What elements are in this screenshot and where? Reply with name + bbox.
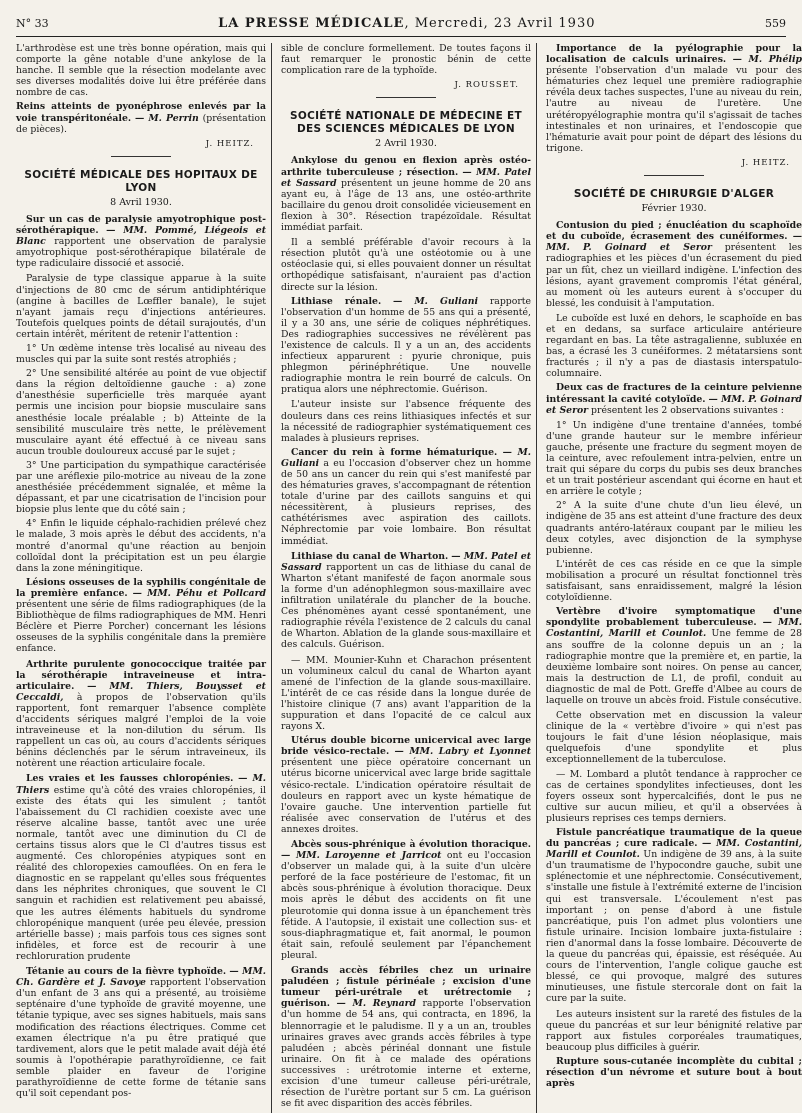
article-author: — MM. Thiers, Bouysset et Ceccaldi,: [16, 680, 266, 703]
article-text: rapportent un cas de lithiase du canal de Wharton s'étant manifesté de façon anormale sous la forme d'un adénophlegmon sous-maxillaire avec infiltration unilatérale du plancher de la bouche. Ces phénomènes ayant cessé spontanément, une radiographie révéla l'existence de 2 calculs du canal de Wharton. Ablation de la glande sous-maxillaire et des calculs. Guérison.: [281, 561, 531, 651]
article: [546, 382, 802, 415]
signature: J. ROUSSET.: [454, 80, 519, 91]
paragraph: 1° Un œdème intense très localisé au niveau des muscles qui par la suite sont restés atrophiés ;: [16, 342, 266, 366]
column-middle: [281, 43, 537, 1113]
issue-date: Mercredi, 23 Avril 1930: [414, 16, 596, 31]
paragraph: L'intérêt de ces cas réside en ce que la simple mobilisation a procuré un résultat fonctionnel très satisfaisant, sans enraidissement, malgré la lésion cotyloïdienne.: [546, 558, 802, 604]
article-author: — M. Guliani: [392, 295, 479, 307]
article-author: — MM. Mounier-Kuhn et Charachon: [291, 654, 475, 666]
article: [16, 214, 266, 269]
article-text: ont eu l'occasion d'observer un malade qui, à la suite d'un ulcère perforé de la face postérieure de l'estomac, fit un abcès sous-phrénique à évolution thoracique. Deux mois après le début des accidents on fit une pleurotomie qui donna issue à un épanchement très fétide. A l'autopsie, il existait une collection sus- et sous-diaphragmatique et, fait anormal, le poumon était sain, refoulé seulement par l'épanchement pleural.: [281, 850, 531, 961]
journal-header: LA PRESSE MÉDICALE, Mercredi, 23 Avril 1930: [218, 16, 596, 31]
society-heading: SOCIÉTÉ DE CHIRURGIE D'ALGER: [573, 188, 775, 201]
article-author: — M. Reynard: [336, 998, 417, 1010]
article-author: — M. Thiers: [16, 773, 266, 796]
article-author: — M. Lombard: [556, 768, 630, 780]
article: [546, 827, 802, 1005]
article-text: présentent une série de films radiographiques (de la Bibliothèque de films radiographiques de MM. Henri Béclère et Pierre Porcher) concernant les lésions osseuses de la syphilis congénitale dans la première enfance.: [16, 599, 266, 655]
article: [16, 577, 266, 655]
article-author: — MM. Péhu et Pollcard: [132, 587, 266, 599]
masthead: [16, 16, 786, 37]
paragraph: 2° Une sensibilité altérée au point de vue objectif dans la région deltoïdienne gauche : a) zone d'anesthésie superficielle très marquée ayant permis une incision pour biopsie musculaire sans anesthésie locale préalable ; b) Atteinte de la sensibilité musculaire très nette, le prélèvement musculaire ayant été effectué à ce niveau sans aucun trouble douloureux accusé par le sujet ;: [16, 368, 266, 457]
article: [16, 773, 266, 962]
article-author: — M. Phélip: [732, 54, 802, 66]
article-text: (présentation de pièces).: [16, 112, 266, 135]
article-title: Grands accès fébriles chez un urinaire paludéen ; fistule périnéale ; excision d'une tumeur péri-urétrale et urétrectomie ; guérison.: [281, 965, 531, 1010]
article-author: — MM. Labry et Lyonnet: [394, 746, 531, 758]
article-author: — MM. Laroyenne et Jarricot: [281, 850, 442, 862]
divider: [644, 175, 704, 176]
paragraph: Cette observation met en discussion la valeur clinique de la « vertèbre d'ivoire » qui n'est pas toujours le fait d'une lésion néoplasique, mais quelquefois d'une spondylite et plus exceptionnellement de la tuberculose.: [546, 710, 802, 766]
article-author: — MM. P. Goinard et Seror: [546, 393, 802, 416]
article-title: Lithiase rénale.: [291, 295, 382, 307]
article-text: à propos de l'observation qu'ils rapportent, font remarquer l'absence complète d'accidents sériques malgré l'emploi de la voie intraveineuse et la non-dilution du sérum. Ils rappellent un cas où, au cours d'accidents sériques bénins déclenchés par le sérum intraveineux, ils notèrent une réaction articulaire focale.: [16, 691, 266, 770]
article: [281, 296, 531, 396]
paragraph: 2° A la suite d'une chute d'un lieu élevé, un indigène de 35 ans est atteint d'une fracture des deux quadrants antéro-latéraux coupant par le milieu les deux cotyles, avec disjonction de la symphyse pubienne.: [546, 500, 802, 556]
article-author: — MM. Costantini, Marill et Counlot.: [546, 617, 802, 640]
article-text: présente l'observation d'un malade vu pour des hématuries chez lequel une première radiographie révéla deux taches suspectes, l'une au niveau du rein, l'autre au niveau de l'uretère. Une urétéropyélographie montra qu'il s'agissait de taches intestinales et non urinaires, et l'endoscopie que l'hématurie avait pour point de départ des lésions du trigone.: [546, 65, 802, 154]
article-title: Importance de la pyélographie pour la localisation de calculs urinaires.: [546, 43, 802, 66]
paragraph: [281, 655, 531, 733]
article: [16, 966, 266, 1099]
issue-number: N° 33: [16, 17, 49, 30]
article: [546, 1056, 802, 1089]
paragraph: Il a semblé préférable d'avoir recours à la résection plutôt qu'à une ostéotomie ou à une ostéoclasie qui, si elles pouvaient donner un résultat orthopédique satisfaisant, n'auraient pas d'action directe sur la lésion.: [281, 237, 531, 293]
paragraph: L'arthrodèse est une très bonne opération, mais qui comporte la gêne notable d'une ankylose de la hanche. Il semble que la résection modelante avec ses diverses modalités doive lui être préférée dans nombre de cas.: [16, 43, 266, 99]
column-left: [16, 43, 272, 1113]
article-text: Un indigène de 39 ans, à la suite d'un traumatisme de l'hypocondre gauche, subit une splénectomie et une néphrectomie. Consécutivement, s'installe une fistule à l'extrémité externe de l'incision qui est transversale. L'écoulement n'est pas important ; on pense d'abord à une fistule pancréatique, puis l'on admet plus volontiers une fistule urinaire. Incision lombaire juxta-fistulaire : rien d'anormal dans la fosse lombaire. Découverte de la queue du pancréas qui, épaissie, est réséquée. Au cours de l'intervention, l'angle colique gauche est blessé, ce qui provoque, malgré des sutures minutieuses, une fistule stercorale dont on fait la cure par la suite.: [546, 849, 802, 1005]
article: [546, 220, 802, 309]
article-title: Les vraies et les fausses chloropénies.: [26, 773, 234, 785]
article-title: Deux cas de fractures de la ceinture pelvienne intéressant la cavité cotyloïde.: [546, 382, 802, 405]
paragraph: L'auteur insiste sur l'absence fréquente des douleurs dans ces reins lithiasiques infectés et sur la nécessité de radiographier systématiquement ces malades à plusieurs reprises.: [281, 399, 531, 444]
article: [546, 43, 802, 154]
journal-name: LA PRESSE MÉDICALE: [218, 16, 405, 31]
page-number: 559: [764, 17, 786, 30]
article-author: — MM. P. Goinard et Seror: [546, 231, 802, 254]
article: [281, 839, 531, 961]
article-text: rapportent l'observation d'un enfant de 3 ans qui a présenté, au troisième septénaire d'une typhoïde de gravité moyenne, une tétanie typique, avec ses signes habituels, mais sans modification des réactions électriques. Comme cet examen électrique n'a pu être pratiqué que tardivement, alors que le petit malade avait déjà été soumis à l'opothérapie parathyroïdienne, ce fait semble plaider en faveur de l'origine parathyroïdienne de cette forme de tétanie sans qu'il soit cependant pos-: [16, 977, 266, 1100]
paragraph: sible de conclure formellement. De toutes façons il faut remarquer le pronostic bénin de cette complication rare de la typhoïde.: [281, 43, 531, 77]
article-author: — M. Guliani: [281, 446, 531, 469]
article: [281, 551, 531, 651]
divider: [376, 97, 436, 98]
article-title: Vertèbre d'ivoire symptomatique d'une spondylite probablement tuberculeuse.: [546, 606, 802, 629]
divider: [111, 156, 171, 157]
paragraph: Les auteurs insistent sur la rareté des fistules de la queue du pancréas et sur leur bénignité relative par rapport aux fistules corporéales traumatiques, beaucoup plus difficiles à guérir.: [546, 1008, 802, 1053]
signature: J. HEITZ.: [741, 157, 790, 168]
article-title: Tétanie au cours de la fièvre typhoïde.: [26, 966, 227, 978]
article: [281, 447, 531, 547]
society-date: Février 1930.: [641, 203, 707, 215]
article-title: Cancer du rein à forme hématurique.: [291, 446, 498, 458]
article-title: Fistule pancréatique traumatique de la queue du pancréas ; cure radicale.: [546, 827, 802, 850]
article-text: présentent une pièce opératoire concernant un utérus bicorne unicervical avec large bride sagittale vésico-rectale. L'indication opératoire résultait de douleurs en rapport avec un kyste hématique de l'ovaire gauche. Une intervention partielle fut réalisée avec conservation de l'utérus et des annexes droites.: [281, 757, 531, 835]
article-title: Reins atteints de pyonéphrose enlevés par la voie transpéritonéale.: [16, 101, 266, 124]
article-author: — MM. Patel et Sassard: [281, 550, 531, 573]
column-right: [546, 43, 802, 1113]
columns: [16, 43, 802, 1113]
article-title: Utérus double bicorne unicervical avec large bride vésico-rectale.: [281, 735, 531, 758]
article-text: rapportent une observation de paralysie amyotrophique post-sérothérapique bilatérale de type radiculaire dissocié et associé.: [16, 236, 266, 270]
society-heading: SOCIÉTÉ MÉDICALE DES HOPITAUX DE LYON: [24, 168, 258, 194]
article-text: présentent les radiographies et les pièces d'un écrasement du pied par un fût, chez un vieillard indigène. L'infection des lésions, ayant gravement compromis l'état général, au moment où les auteurs eurent à s'occuper du blessé, les conduisit à l'amputation.: [546, 242, 802, 309]
article-title: Sur un cas de paralysie amyotrophique post-sérothérapique.: [16, 213, 266, 237]
article-title: Ankylose du genou en flexion après ostéo-arthrite tuberculeuse ; résection.: [281, 155, 531, 178]
article-author: — M. Perrin: [134, 112, 199, 124]
article-author: — MM. Pommé, Liégeois et Blanc: [16, 225, 266, 248]
article-text: présentent un volumineux calcul du canal de Wharton ayant amené de l'infection de la glande sous-maxillaire. L'intérêt de ce cas réside dans la longue durée de l'histoire clinique (7 ans) avant l'apparition de la suppuration et dans l'opacité de ce calcul aux rayons X.: [281, 654, 531, 733]
paragraph: Paralysie de type classique apparue à la suite d'injections de 80 cmc de sérum antidiphtérique (angine à bacilles de Lœffler banale), le sujet n'ayant jamais reçu d'injections antérieures. Toutefois quelques points de détail surajoutés, d'un certain intérêt, méritent de retenir l'attention :: [16, 273, 266, 340]
article-text: a eu l'occasion d'observer chez un homme de 50 ans un cancer du rein qui s'est manifesté par des hématuries graves, s'accompagnant de rétention totale d'urine par des caillots sanguins et qui nécessitèrent, à plusieurs reprises, des cathétérismes avec aspiration des caillots. Néphrectomie par voie lombaire. Bon résultat immédiat.: [281, 457, 531, 547]
article-text: rapporte l'observation d'un homme de 54 ans, qui contracta, en 1896, la blennorragie et le paludisme. Il y a un an, troubles urinaires graves avec grands accès fébriles à type paludéen ; abcès périnéal donnant une fistule urinaire. On fit à ce malade des opérations successives : urétrotomie interne et externe, excision d'une tumeur calleuse péri-urétrale, résection de l'urètre portant sur 5 cm. La guérison se fit avec disparition des accès fébriles.: [281, 998, 531, 1110]
article-text: estime qu'à côté des vraies chloropénies, il existe des états qui les simulent ; tantôt l'abaissement du Cl rachidien coexiste avec une réserve alcaline basse, tantôt avec une urée normale, tantôt avec une diminution du Cl de certains tissus alors que le Cl d'autres tissus est augmenté. Ces chloropénies atypiques sont en réalité des chloropexies camouflées. On en fera le diagnostic en se rappelant qu'elles sous fréquentes dans les néphrites chroniques, que souvent le Cl sanguin et rachidien est relativement peu abaissé, que les autres éléments habituels du syndrome chloropénique manquent (urée peu élevée, pression artérielle basse) ; mais parfois tous ces signes sont infidèles, et force est de recourir à une rechloruration prudente: [16, 784, 266, 962]
article-author: — MM. Patel et Sassard: [281, 166, 531, 189]
article-title: Abcès sous-phrénique à évolution thoracique.: [291, 839, 531, 850]
article-title: Lithiase du canal de Wharton.: [291, 550, 449, 562]
society-date: 8 Avril 1930.: [110, 196, 172, 208]
signature: J. HEITZ.: [205, 138, 254, 149]
paragraph: 4° Enfin le liquide céphalo-rachidien prélevé chez le malade, 3 mois après le début des accidents, n'a montré d'anormal qu'une réaction au benjoin colloïdal dont la précipitation est un peu élargie dans la zone méningitique.: [16, 518, 266, 574]
paragraph: Le cuboïde est luxé en dehors, le scaphoïde en bas et en dedans, sa surface articulaire antérieure regardant en bas. La tête astragalienne, subluxée en bas, a écrasé les 3 cunéiformes. 2 métatarsiens sont fracturés ; il n'y a pas de diastasis interspatulo-columnaire.: [546, 312, 802, 380]
article: [546, 606, 802, 706]
article-title: Arthrite purulente gonococcique traitée par la sérothérapie intraveineuse et intra-articulaire.: [16, 658, 266, 692]
article: [281, 735, 531, 835]
article-title: Lésions osseuses de la syphilis congénitale de la première enfance.: [16, 576, 266, 599]
article-text: rapporte l'observation d'un homme de 55 ans qui a présenté, il y a 30 ans, une série de coliques néphrétiques. Des radiographies successives ne révélèrent pas l'existence de calculs. Il y a un an, des accidents infectieux apparurent : pyurie chronique, puis phlegmon périnéphrétique. Une nouvelle radiographie montra le rein bourré de calculs. On pratiqua alors une néphrectomie. Guérison.: [281, 295, 531, 396]
article-author: — MM. Costantini, Marill et Counlot.: [546, 838, 802, 861]
article: [16, 101, 266, 134]
article-text: présentent les 2 observations suivantes :: [591, 404, 784, 416]
article-text: Une femme de 28 ans souffre de la colonne depuis un an ; la radiographie montre que la première et, en partie, la deuxième lombaire sont noires. On pense au cancer, mais la destruction de L1, de profil, conduit au diagnostic de mal de Pott. Greffe d'Albee au cours de laquelle on trouve un abcès froid. Fistule consécutive.: [546, 628, 802, 706]
article: [281, 965, 531, 1109]
article-author: — MM. Ch. Gardère et J. Savoye: [16, 966, 266, 989]
paragraph: [546, 769, 802, 824]
article-text: présentent un jeune homme de 20 ans ayant eu, à l'âge de 13 ans, une ostéo-arthrite bacillaire du genou droit consolidée vicieusement en flexion à 30°. Résection trapézoïdale. Résultat immédiat parfait.: [281, 177, 531, 234]
society-date: 2 Avril 1930.: [375, 138, 437, 150]
article-title: Rupture sous-cutanée incomplète du cubital ; résection d'un névrome et suture bout à bout après: [546, 1055, 802, 1090]
article-text: a plutôt tendance à rapprocher ce cas de certaines spondylites infectieuses, dont les foyers osseux sont hypercalcifiés, dont le pus ne cultive sur aucun milieu, et qu'il a observées à plusieurs reprises ces temps derniers.: [546, 768, 802, 824]
article: [281, 155, 531, 233]
article: [16, 659, 266, 770]
article-title: Contusion du pied ; énucléation du scaphoïde et du cuboïde, écrasement des cunéiformes.: [546, 220, 802, 243]
paragraph: 1° Un indigène d'une trentaine d'années, tombé d'une grande hauteur sur le membre inférieur gauche, présente une fracture du segment moyen de la ceinture, avec refoulement intra-pelvien, entre un trait qui sépare du corps du pubis ses deux branches et un trait postérieur ascendant qui écorne en haut et en arrière le cotyle ;: [546, 419, 802, 498]
paragraph: 3° Une participation du sympathique caractérisée par une aréflexie pilo-motrice au niveau de la zone anesthésiée précédemment signalée, et même la dépassant, et par une cicatrisation de l'incision pour biopsie plus lente que du côté sain ;: [16, 459, 266, 516]
society-heading: SOCIÉTÉ NATIONALE DE MÉDECINE ET DES SCIENCES MÉDICALES DE LYON: [289, 110, 522, 136]
